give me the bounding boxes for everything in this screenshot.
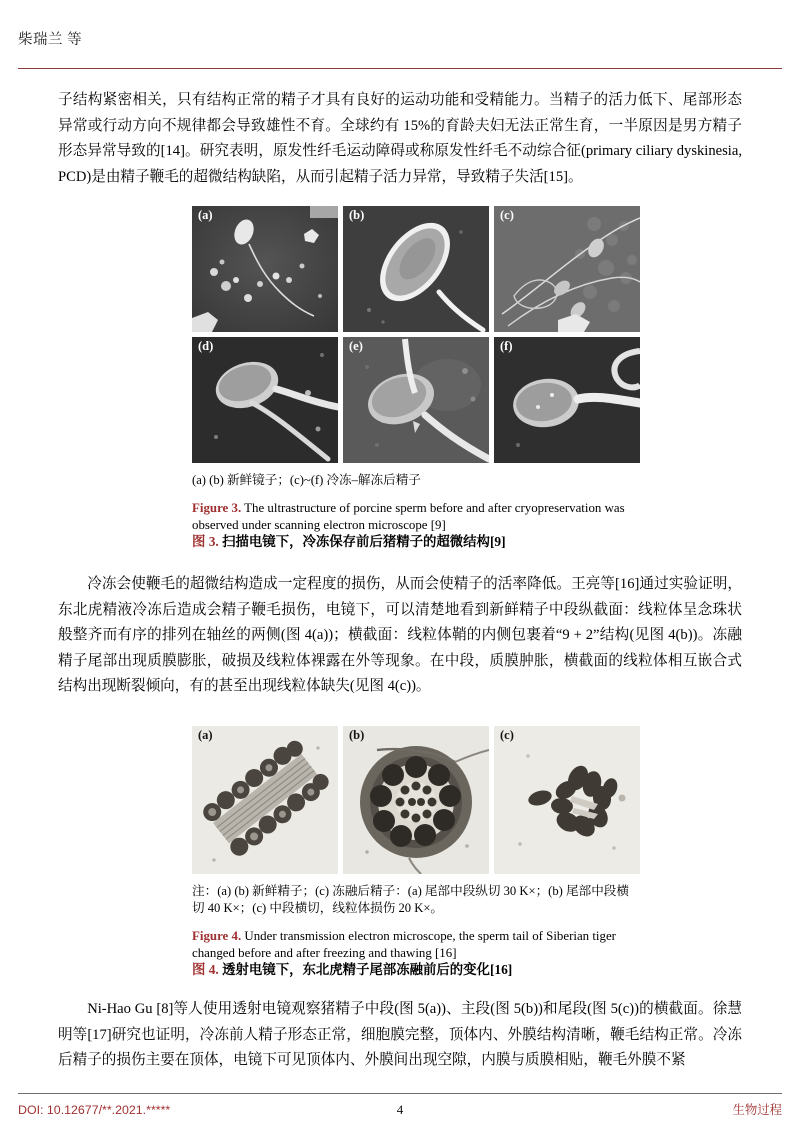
figure-4-panel-c-label: (c) bbox=[500, 728, 514, 742]
figure-3-panel-b-label: (b) bbox=[349, 208, 365, 222]
tem-micrograph-c-damaged bbox=[494, 726, 640, 874]
footer-journal-name: 生物过程 bbox=[732, 1103, 782, 1117]
sem-micrograph-d bbox=[192, 337, 338, 463]
figure-3-panel-b bbox=[343, 206, 489, 332]
footer-doi: DOI: 10.12677/**.2021.***** bbox=[18, 1103, 171, 1117]
figure-3-caption-zh-tag: 图 3. bbox=[192, 533, 219, 549]
page-footer bbox=[18, 1100, 782, 1122]
figure-3-caption-zh-text: 扫描电镜下，冷冻保存前后猪精子的超微结构[9] bbox=[218, 533, 506, 549]
figure-3-panel-a bbox=[192, 206, 338, 332]
header-divider bbox=[18, 68, 782, 69]
figure-4-panel-a-label: (a) bbox=[198, 728, 213, 742]
figure-3-caption bbox=[192, 500, 640, 550]
paragraph-3 bbox=[58, 997, 742, 1074]
figure-4-caption-zh bbox=[192, 962, 640, 979]
sem-micrograph-c bbox=[494, 206, 640, 332]
figure-3-panel-f bbox=[494, 337, 640, 463]
figure-3-note: (a) (b) 新鲜镜子；(c)~(f) 冷冻‒解冻后精子 bbox=[192, 473, 421, 487]
figure-4-panel-b bbox=[343, 726, 489, 874]
figure-3-caption-en bbox=[192, 500, 640, 534]
figure-3 bbox=[192, 206, 640, 550]
figure-4-caption bbox=[192, 928, 640, 978]
figure-3-panel-c-label: (c) bbox=[500, 208, 514, 222]
figure-3-caption-en-tag: Figure 3. bbox=[192, 501, 242, 515]
sem-micrograph-a bbox=[192, 206, 338, 332]
paragraph-1 bbox=[58, 88, 742, 190]
figure-3-panel-grid bbox=[192, 206, 640, 463]
figure-3-panel-c bbox=[494, 206, 640, 332]
footer-page-number: 4 bbox=[396, 1102, 404, 1117]
figure-4-note: 注：(a) (b) 新鲜精子；(c) 冻融后精子：(a) 尾部中段纵切 30 K×；(b) 尾部中段横切 40 K×；(c) 中段横切，线粒体损伤 20 K×。 bbox=[192, 884, 629, 915]
figure-4-panel-b-label: (b) bbox=[349, 728, 365, 742]
running-header: 柴瑞兰 等 bbox=[18, 32, 83, 48]
figure-3-panel-e-label: (e) bbox=[349, 339, 363, 353]
figure-4-caption-en-tag: Figure 4. bbox=[192, 929, 242, 943]
figure-4-panel-a bbox=[192, 726, 338, 874]
figure-3-panel-d bbox=[192, 337, 338, 463]
figure-4-caption-zh-text: 透射电镜下，东北虎精子尾部冻融前后的变化[16] bbox=[218, 961, 513, 977]
sem-micrograph-e bbox=[343, 337, 489, 463]
paragraph-2 bbox=[58, 572, 742, 700]
paragraph-3-text: Ni-Hao Gu [8]等人使用透射电镜观察猪精子中段(图 5(a))、主段(图 5(b))和尾段(图 5(c))的横截面。徐慧明等[17]研究也证明，冷冻前人精子形态正常，细胞膜完整，顶体内、外膜结构清晰，鞭毛结构正常。冷冻后精子的损伤主要在顶体，电镜下可见顶体内、外膜间出现空隙，内膜与质膜相贴，鞭毛外膜不紧 bbox=[58, 1001, 742, 1069]
sem-micrograph-b bbox=[343, 206, 489, 332]
sem-micrograph-f bbox=[494, 337, 640, 463]
figure-4-caption-en bbox=[192, 928, 640, 962]
figure-3-panel-f-label: (f) bbox=[500, 339, 513, 353]
paragraph-1-text: 子结构紧密相关，只有结构正常的精子才具有良好的运动功能和受精能力。当精子的活力低下、尾部形态异常或行动方向不规律都会导致雄性不育。全球约有 15%的育龄夫妇无法正常生育，一半原因是男方精子形态异常导致的[14]。研究表明，原发性纤毛运动障碍或称原发性纤毛不动综合征(primary ciliary dyskinesia, PCD)是由精子鞭毛的超微结构缺陷，从而引起精子活力异常，导致精子失活[15]。 bbox=[58, 92, 742, 185]
footer-divider bbox=[18, 1093, 782, 1094]
figure-4-panel-c bbox=[494, 726, 640, 874]
figure-4 bbox=[192, 726, 640, 978]
figure-3-panel-d-label: (d) bbox=[198, 339, 214, 353]
figure-3-caption-en-text: The ultrastructure of porcine sperm before and after cryopreservation was observed under scanning electron microscope [9] bbox=[192, 501, 625, 532]
figure-3-panel-e bbox=[343, 337, 489, 463]
figure-4-caption-en-text: Under transmission electron microscope, the sperm tail of Siberian tiger changed before and after freezing and thawing [16] bbox=[192, 929, 616, 960]
figure-4-caption-zh-tag: 图 4. bbox=[192, 961, 219, 977]
tem-micrograph-b-axoneme bbox=[343, 726, 489, 874]
figure-3-panel-a-label: (a) bbox=[198, 208, 213, 222]
tem-micrograph-a bbox=[192, 726, 338, 874]
figure-3-caption-zh bbox=[192, 534, 640, 551]
figure-4-panel-grid bbox=[192, 726, 640, 874]
paragraph-2-text: 冷冻会使鞭毛的超微结构造成一定程度的损伤，从而会使精子的活率降低。王亮等[16]通过实验证明，东北虎精液冷冻后造成会精子鞭毛损伤，电镜下，可以清楚地看到新鲜精子中段纵截面：线粒体呈念珠状般整齐而有序的排列在轴丝的两侧(图 4(a))；横截面：线粒体鞘的内侧包裹着“9 + 2”结构(见图 4(b))。冻融精子尾部出现质膜膨胀，破损及线粒体裸露在外等现象。在中段，质膜肿胀，横截面的线粒体相互嵌合式结构出现断裂倾向，有的甚至出现线粒体缺失(见图 4(c))。 bbox=[58, 576, 742, 695]
